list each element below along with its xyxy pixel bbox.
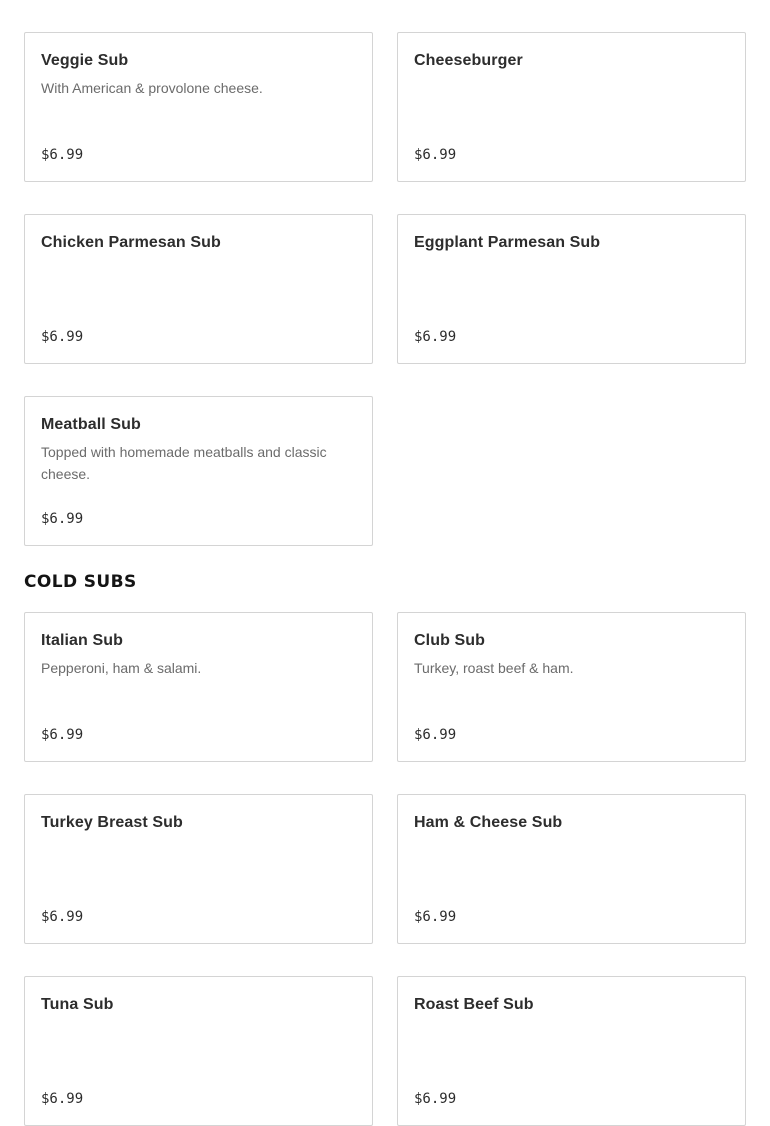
item-name: Turkey Breast Sub bbox=[41, 814, 183, 831]
item-price: $6.99 bbox=[41, 511, 84, 527]
menu-page bbox=[24, 32, 746, 1126]
item-price: $6.99 bbox=[414, 147, 457, 163]
menu-item-card[interactable] bbox=[24, 976, 373, 1126]
menu-item-card[interactable] bbox=[397, 612, 746, 762]
section-title-cold-subs: COLD SUBS bbox=[24, 572, 137, 592]
hot-subs-grid bbox=[24, 32, 746, 546]
item-price: $6.99 bbox=[41, 147, 84, 163]
menu-item-card[interactable] bbox=[24, 32, 373, 182]
item-price: $6.99 bbox=[414, 727, 457, 743]
item-price: $6.99 bbox=[41, 909, 84, 925]
item-name: Ham & Cheese Sub bbox=[414, 814, 563, 831]
menu-item-card[interactable] bbox=[397, 794, 746, 944]
item-price: $6.99 bbox=[41, 727, 84, 743]
menu-item-card[interactable] bbox=[24, 612, 373, 762]
item-name: Roast Beef Sub bbox=[414, 996, 534, 1013]
item-name: Meatball Sub bbox=[41, 416, 141, 433]
cold-subs-grid bbox=[24, 612, 746, 1126]
item-price: $6.99 bbox=[41, 329, 84, 345]
item-price: $6.99 bbox=[414, 1091, 457, 1107]
item-name: Veggie Sub bbox=[41, 52, 129, 69]
menu-item-card[interactable] bbox=[24, 794, 373, 944]
item-name: Tuna Sub bbox=[41, 996, 114, 1013]
item-name: Italian Sub bbox=[41, 632, 123, 649]
item-price: $6.99 bbox=[414, 329, 457, 345]
item-name: Club Sub bbox=[414, 632, 486, 649]
menu-item-card[interactable] bbox=[397, 976, 746, 1126]
menu-item-card[interactable] bbox=[397, 214, 746, 364]
item-name: Chicken Parmesan Sub bbox=[41, 234, 221, 251]
item-price: $6.99 bbox=[414, 909, 457, 925]
item-description: Topped with homemade meatballs and classic cheese. bbox=[41, 444, 327, 482]
menu-item-card[interactable] bbox=[24, 214, 373, 364]
item-description: Pepperoni, ham & salami. bbox=[41, 660, 202, 676]
menu-item-card[interactable] bbox=[397, 32, 746, 182]
item-description: With American & provolone cheese. bbox=[41, 80, 263, 96]
item-description: Turkey, roast beef & ham. bbox=[414, 660, 574, 676]
menu-item-card[interactable] bbox=[24, 396, 373, 546]
item-name: Eggplant Parmesan Sub bbox=[414, 234, 601, 251]
item-price: $6.99 bbox=[41, 1091, 84, 1107]
item-name: Cheeseburger bbox=[414, 52, 523, 69]
